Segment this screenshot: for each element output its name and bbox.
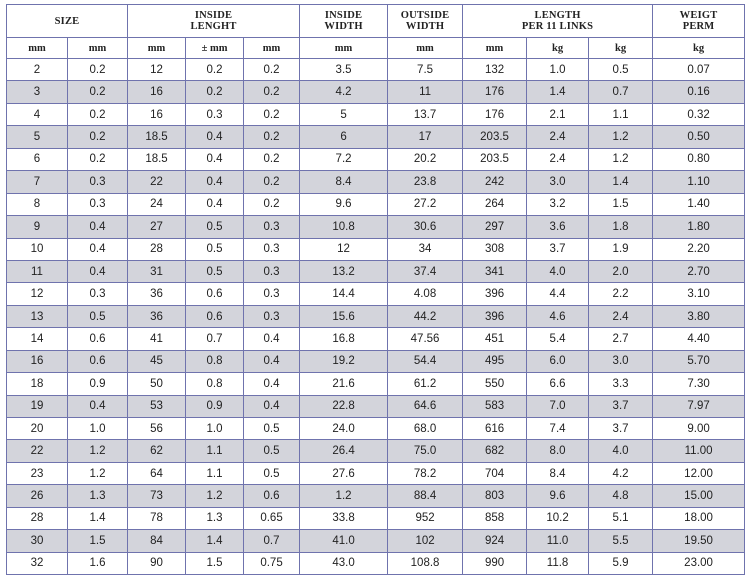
table-cell: 0.80	[653, 148, 745, 170]
table-cell: 2.4	[589, 305, 653, 327]
table-cell: 8	[7, 193, 68, 215]
table-cell: 264	[463, 193, 527, 215]
table-cell: 341	[463, 260, 527, 282]
table-cell: 0.6	[186, 305, 244, 327]
table-cell: 297	[463, 216, 527, 238]
table-cell: 1.0	[527, 59, 589, 81]
table-row	[7, 103, 745, 125]
table-cell: 30.6	[388, 216, 463, 238]
table-cell: 75.0	[388, 440, 463, 462]
table-row	[7, 283, 745, 305]
table-cell: 33.8	[300, 507, 388, 529]
unit-cell: mm	[7, 38, 68, 59]
table-cell: 4.8	[589, 485, 653, 507]
table-cell: 451	[463, 328, 527, 350]
table-cell: 108.8	[388, 552, 463, 574]
table-cell: 0.4	[244, 373, 300, 395]
table-cell: 12.00	[653, 462, 745, 484]
table-row	[7, 148, 745, 170]
table-cell: 7.0	[527, 395, 589, 417]
table-cell: 0.16	[653, 81, 745, 103]
table-cell: 64	[128, 462, 186, 484]
table-cell: 12	[7, 283, 68, 305]
table-cell: 1.9	[589, 238, 653, 260]
unit-cell: kg	[653, 38, 745, 59]
table-cell: 1.3	[186, 507, 244, 529]
table-cell: 1.3	[68, 485, 128, 507]
unit-cell: mm	[463, 38, 527, 59]
table-cell: 0.6	[244, 485, 300, 507]
table-cell: 704	[463, 462, 527, 484]
table-cell: 15.00	[653, 485, 745, 507]
table-cell: 13.2	[300, 260, 388, 282]
table-cell: 308	[463, 238, 527, 260]
table-cell: 41	[128, 328, 186, 350]
table-cell: 4.6	[527, 305, 589, 327]
unit-cell: kg	[527, 38, 589, 59]
table-cell: 22	[7, 440, 68, 462]
table-cell: 0.5	[589, 59, 653, 81]
table-row	[7, 552, 745, 574]
table-cell: 0.7	[589, 81, 653, 103]
table-cell: 20	[7, 418, 68, 440]
table-cell: 0.2	[186, 59, 244, 81]
table-cell: 13.7	[388, 103, 463, 125]
table-cell: 0.4	[186, 126, 244, 148]
unit-cell: mm	[128, 38, 186, 59]
table-cell: 28	[128, 238, 186, 260]
table-cell: 0.6	[68, 350, 128, 372]
table-cell: 5	[300, 103, 388, 125]
table-cell: 4.08	[388, 283, 463, 305]
table-cell: 0.4	[244, 395, 300, 417]
table-cell: 0.7	[186, 328, 244, 350]
table-cell: 23.8	[388, 171, 463, 193]
table-cell: 0.5	[186, 260, 244, 282]
table-cell: 30	[7, 530, 68, 552]
table-cell: 6.0	[527, 350, 589, 372]
table-cell: 14.4	[300, 283, 388, 305]
table-cell: 24	[128, 193, 186, 215]
table-cell: 9	[7, 216, 68, 238]
table-cell: 2	[7, 59, 68, 81]
table-cell: 7.97	[653, 395, 745, 417]
table-cell: 2.70	[653, 260, 745, 282]
table-cell: 9.6	[527, 485, 589, 507]
table-cell: 0.5	[68, 305, 128, 327]
table-cell: 3.5	[300, 59, 388, 81]
header-inside-width: INSIDE WIDTH	[300, 5, 388, 38]
table-cell: 682	[463, 440, 527, 462]
table-cell: 24.0	[300, 418, 388, 440]
table-cell: 3.7	[589, 418, 653, 440]
table-cell: 1.8	[589, 216, 653, 238]
table-cell: 7	[7, 171, 68, 193]
table-cell: 1.2	[186, 485, 244, 507]
header-outside-width: OUTSIDE WIDTH	[388, 5, 463, 38]
table-cell: 0.2	[244, 171, 300, 193]
table-cell: 0.2	[68, 103, 128, 125]
table-cell: 2.2	[589, 283, 653, 305]
chain-spec-table	[6, 4, 745, 575]
table-cell: 4.2	[589, 462, 653, 484]
table-cell: 0.2	[68, 81, 128, 103]
table-cell: 1.5	[186, 552, 244, 574]
table-cell: 78.2	[388, 462, 463, 484]
table-cell: 0.4	[68, 238, 128, 260]
table-cell: 3.6	[527, 216, 589, 238]
table-cell: 396	[463, 305, 527, 327]
table-cell: 1.80	[653, 216, 745, 238]
table-cell: 11.0	[527, 530, 589, 552]
table-cell: 4	[7, 103, 68, 125]
table-cell: 1.4	[527, 81, 589, 103]
table-cell: 90	[128, 552, 186, 574]
table-cell: 21.6	[300, 373, 388, 395]
table-cell: 3.7	[527, 238, 589, 260]
table-cell: 0.65	[244, 507, 300, 529]
table-cell: 1.1	[186, 440, 244, 462]
table-cell: 54.4	[388, 350, 463, 372]
table-cell: 3.80	[653, 305, 745, 327]
table-cell: 0.9	[186, 395, 244, 417]
table-cell: 0.8	[186, 350, 244, 372]
table-cell: 43.0	[300, 552, 388, 574]
table-cell: 6.6	[527, 373, 589, 395]
table-cell: 2.1	[527, 103, 589, 125]
table-cell: 14	[7, 328, 68, 350]
table-cell: 18.5	[128, 148, 186, 170]
table-cell: 18.00	[653, 507, 745, 529]
table-cell: 47.56	[388, 328, 463, 350]
table-cell: 616	[463, 418, 527, 440]
table-cell: 1.5	[589, 193, 653, 215]
table-row	[7, 81, 745, 103]
table-cell: 68.0	[388, 418, 463, 440]
table-cell: 5.1	[589, 507, 653, 529]
table-row	[7, 418, 745, 440]
table-cell: 4.0	[589, 440, 653, 462]
table-cell: 1.10	[653, 171, 745, 193]
table-cell: 2.7	[589, 328, 653, 350]
table-cell: 73	[128, 485, 186, 507]
table-row	[7, 328, 745, 350]
unit-cell: ± mm	[186, 38, 244, 59]
table-cell: 1.1	[589, 103, 653, 125]
table-cell: 2.0	[589, 260, 653, 282]
table-cell: 203.5	[463, 148, 527, 170]
table-row	[7, 395, 745, 417]
table-cell: 0.4	[68, 395, 128, 417]
header-group-row	[7, 5, 745, 38]
table-cell: 1.2	[68, 462, 128, 484]
header-units-row	[7, 38, 745, 59]
table-cell: 28	[7, 507, 68, 529]
table-cell: 7.2	[300, 148, 388, 170]
table-row	[7, 193, 745, 215]
table-cell: 61.2	[388, 373, 463, 395]
table-cell: 23.00	[653, 552, 745, 574]
table-cell: 44.2	[388, 305, 463, 327]
table-cell: 0.4	[68, 216, 128, 238]
table-cell: 203.5	[463, 126, 527, 148]
table-cell: 0.3	[68, 193, 128, 215]
table-cell: 0.5	[244, 440, 300, 462]
table-cell: 132	[463, 59, 527, 81]
table-row	[7, 260, 745, 282]
table-cell: 0.32	[653, 103, 745, 125]
table-cell: 0.4	[186, 148, 244, 170]
table-cell: 18	[7, 373, 68, 395]
table-cell: 176	[463, 81, 527, 103]
table-cell: 1.4	[68, 507, 128, 529]
table-cell: 0.3	[244, 260, 300, 282]
table-cell: 50	[128, 373, 186, 395]
table-cell: 15.6	[300, 305, 388, 327]
header-length-per-11-links: LENGTH PER 11 LINKS	[463, 5, 653, 38]
table-cell: 0.4	[68, 260, 128, 282]
table-cell: 9.00	[653, 418, 745, 440]
chain-spec-table-container	[6, 4, 744, 575]
table-cell: 583	[463, 395, 527, 417]
table-cell: 550	[463, 373, 527, 395]
table-cell: 1.4	[186, 530, 244, 552]
table-cell: 1.1	[186, 462, 244, 484]
table-cell: 0.6	[186, 283, 244, 305]
unit-cell: mm	[300, 38, 388, 59]
table-cell: 19.50	[653, 530, 745, 552]
table-cell: 62	[128, 440, 186, 462]
table-cell: 1.4	[589, 171, 653, 193]
table-cell: 37.4	[388, 260, 463, 282]
table-cell: 3	[7, 81, 68, 103]
table-cell: 56	[128, 418, 186, 440]
table-cell: 10	[7, 238, 68, 260]
table-cell: 5.70	[653, 350, 745, 372]
table-cell: 102	[388, 530, 463, 552]
table-cell: 12	[128, 59, 186, 81]
table-cell: 0.75	[244, 552, 300, 574]
table-cell: 0.9	[68, 373, 128, 395]
table-cell: 0.4	[244, 350, 300, 372]
table-cell: 8.4	[527, 462, 589, 484]
table-cell: 36	[128, 305, 186, 327]
table-cell: 0.7	[244, 530, 300, 552]
table-cell: 18.5	[128, 126, 186, 148]
table-cell: 0.6	[68, 328, 128, 350]
table-cell: 32	[7, 552, 68, 574]
table-cell: 5.5	[589, 530, 653, 552]
table-row	[7, 59, 745, 81]
table-cell: 0.2	[68, 59, 128, 81]
table-cell: 0.3	[244, 238, 300, 260]
table-cell: 7.4	[527, 418, 589, 440]
table-cell: 990	[463, 552, 527, 574]
table-cell: 4.40	[653, 328, 745, 350]
table-cell: 0.2	[244, 148, 300, 170]
table-cell: 31	[128, 260, 186, 282]
table-cell: 8.4	[300, 171, 388, 193]
table-cell: 4.4	[527, 283, 589, 305]
table-cell: 3.3	[589, 373, 653, 395]
table-cell: 1.6	[68, 552, 128, 574]
table-cell: 16	[128, 103, 186, 125]
table-cell: 16	[128, 81, 186, 103]
table-cell: 2.4	[527, 126, 589, 148]
table-cell: 5.9	[589, 552, 653, 574]
table-cell: 23	[7, 462, 68, 484]
table-cell: 0.3	[244, 283, 300, 305]
table-cell: 0.4	[186, 193, 244, 215]
table-cell: 1.0	[186, 418, 244, 440]
table-cell: 0.3	[244, 305, 300, 327]
table-row	[7, 373, 745, 395]
table-cell: 0.3	[244, 216, 300, 238]
table-cell: 3.10	[653, 283, 745, 305]
table-cell: 0.4	[244, 328, 300, 350]
table-cell: 16	[7, 350, 68, 372]
table-cell: 1.2	[589, 148, 653, 170]
header-weight-per-m: WEIGT PERM	[653, 5, 745, 38]
table-cell: 0.2	[186, 81, 244, 103]
unit-cell: kg	[589, 38, 653, 59]
unit-cell: mm	[68, 38, 128, 59]
table-cell: 4.0	[527, 260, 589, 282]
table-cell: 3.0	[589, 350, 653, 372]
table-cell: 176	[463, 103, 527, 125]
table-cell: 0.50	[653, 126, 745, 148]
table-row	[7, 530, 745, 552]
table-header	[7, 5, 745, 59]
table-cell: 0.2	[244, 193, 300, 215]
table-cell: 0.2	[68, 126, 128, 148]
table-cell: 0.2	[68, 148, 128, 170]
table-cell: 10.8	[300, 216, 388, 238]
table-cell: 5	[7, 126, 68, 148]
table-cell: 6	[7, 148, 68, 170]
table-cell: 0.3	[68, 283, 128, 305]
table-cell: 22	[128, 171, 186, 193]
table-row	[7, 126, 745, 148]
table-cell: 803	[463, 485, 527, 507]
table-row	[7, 462, 745, 484]
table-row	[7, 507, 745, 529]
table-cell: 7.5	[388, 59, 463, 81]
table-row	[7, 216, 745, 238]
table-cell: 19	[7, 395, 68, 417]
table-cell: 3.0	[527, 171, 589, 193]
table-cell: 3.2	[527, 193, 589, 215]
table-cell: 858	[463, 507, 527, 529]
table-cell: 0.3	[68, 171, 128, 193]
table-cell: 0.4	[186, 171, 244, 193]
table-cell: 3.7	[589, 395, 653, 417]
table-cell: 1.2	[68, 440, 128, 462]
table-cell: 78	[128, 507, 186, 529]
table-row	[7, 440, 745, 462]
table-row	[7, 350, 745, 372]
table-cell: 5.4	[527, 328, 589, 350]
table-cell: 0.2	[244, 59, 300, 81]
table-cell: 36	[128, 283, 186, 305]
table-cell: 11.8	[527, 552, 589, 574]
table-cell: 0.2	[244, 126, 300, 148]
table-cell: 27.2	[388, 193, 463, 215]
table-cell: 22.8	[300, 395, 388, 417]
table-cell: 1.2	[589, 126, 653, 148]
table-cell: 53	[128, 395, 186, 417]
table-cell: 11.00	[653, 440, 745, 462]
table-row	[7, 171, 745, 193]
table-cell: 0.5	[244, 418, 300, 440]
table-cell: 27.6	[300, 462, 388, 484]
table-cell: 26.4	[300, 440, 388, 462]
table-cell: 19.2	[300, 350, 388, 372]
table-cell: 64.6	[388, 395, 463, 417]
table-row	[7, 485, 745, 507]
table-cell: 88.4	[388, 485, 463, 507]
table-cell: 41.0	[300, 530, 388, 552]
table-cell: 84	[128, 530, 186, 552]
table-cell: 8.0	[527, 440, 589, 462]
table-cell: 45	[128, 350, 186, 372]
table-cell: 0.8	[186, 373, 244, 395]
table-cell: 495	[463, 350, 527, 372]
table-cell: 396	[463, 283, 527, 305]
table-cell: 10.2	[527, 507, 589, 529]
table-cell: 1.40	[653, 193, 745, 215]
table-cell: 0.3	[186, 103, 244, 125]
unit-cell: mm	[388, 38, 463, 59]
table-cell: 34	[388, 238, 463, 260]
header-inside-length: INSIDE LENGHT	[128, 5, 300, 38]
table-cell: 952	[388, 507, 463, 529]
table-cell: 1.2	[300, 485, 388, 507]
table-cell: 7.30	[653, 373, 745, 395]
table-cell: 2.20	[653, 238, 745, 260]
table-cell: 2.4	[527, 148, 589, 170]
table-cell: 12	[300, 238, 388, 260]
table-cell: 20.2	[388, 148, 463, 170]
table-cell: 17	[388, 126, 463, 148]
table-row	[7, 238, 745, 260]
table-cell: 16.8	[300, 328, 388, 350]
table-cell: 4.2	[300, 81, 388, 103]
table-cell: 6	[300, 126, 388, 148]
table-cell: 13	[7, 305, 68, 327]
table-cell: 0.2	[244, 81, 300, 103]
table-cell: 11	[388, 81, 463, 103]
table-cell: 924	[463, 530, 527, 552]
table-cell: 9.6	[300, 193, 388, 215]
unit-cell: mm	[244, 38, 300, 59]
table-cell: 242	[463, 171, 527, 193]
table-cell: 27	[128, 216, 186, 238]
table-body	[7, 59, 745, 575]
table-cell: 0.2	[244, 103, 300, 125]
table-cell: 1.0	[68, 418, 128, 440]
table-row	[7, 305, 745, 327]
table-cell: 1.5	[68, 530, 128, 552]
table-cell: 0.5	[186, 216, 244, 238]
table-cell: 0.5	[186, 238, 244, 260]
table-cell: 0.07	[653, 59, 745, 81]
table-cell: 11	[7, 260, 68, 282]
table-cell: 0.5	[244, 462, 300, 484]
table-cell: 26	[7, 485, 68, 507]
header-size: SIZE	[7, 5, 128, 38]
